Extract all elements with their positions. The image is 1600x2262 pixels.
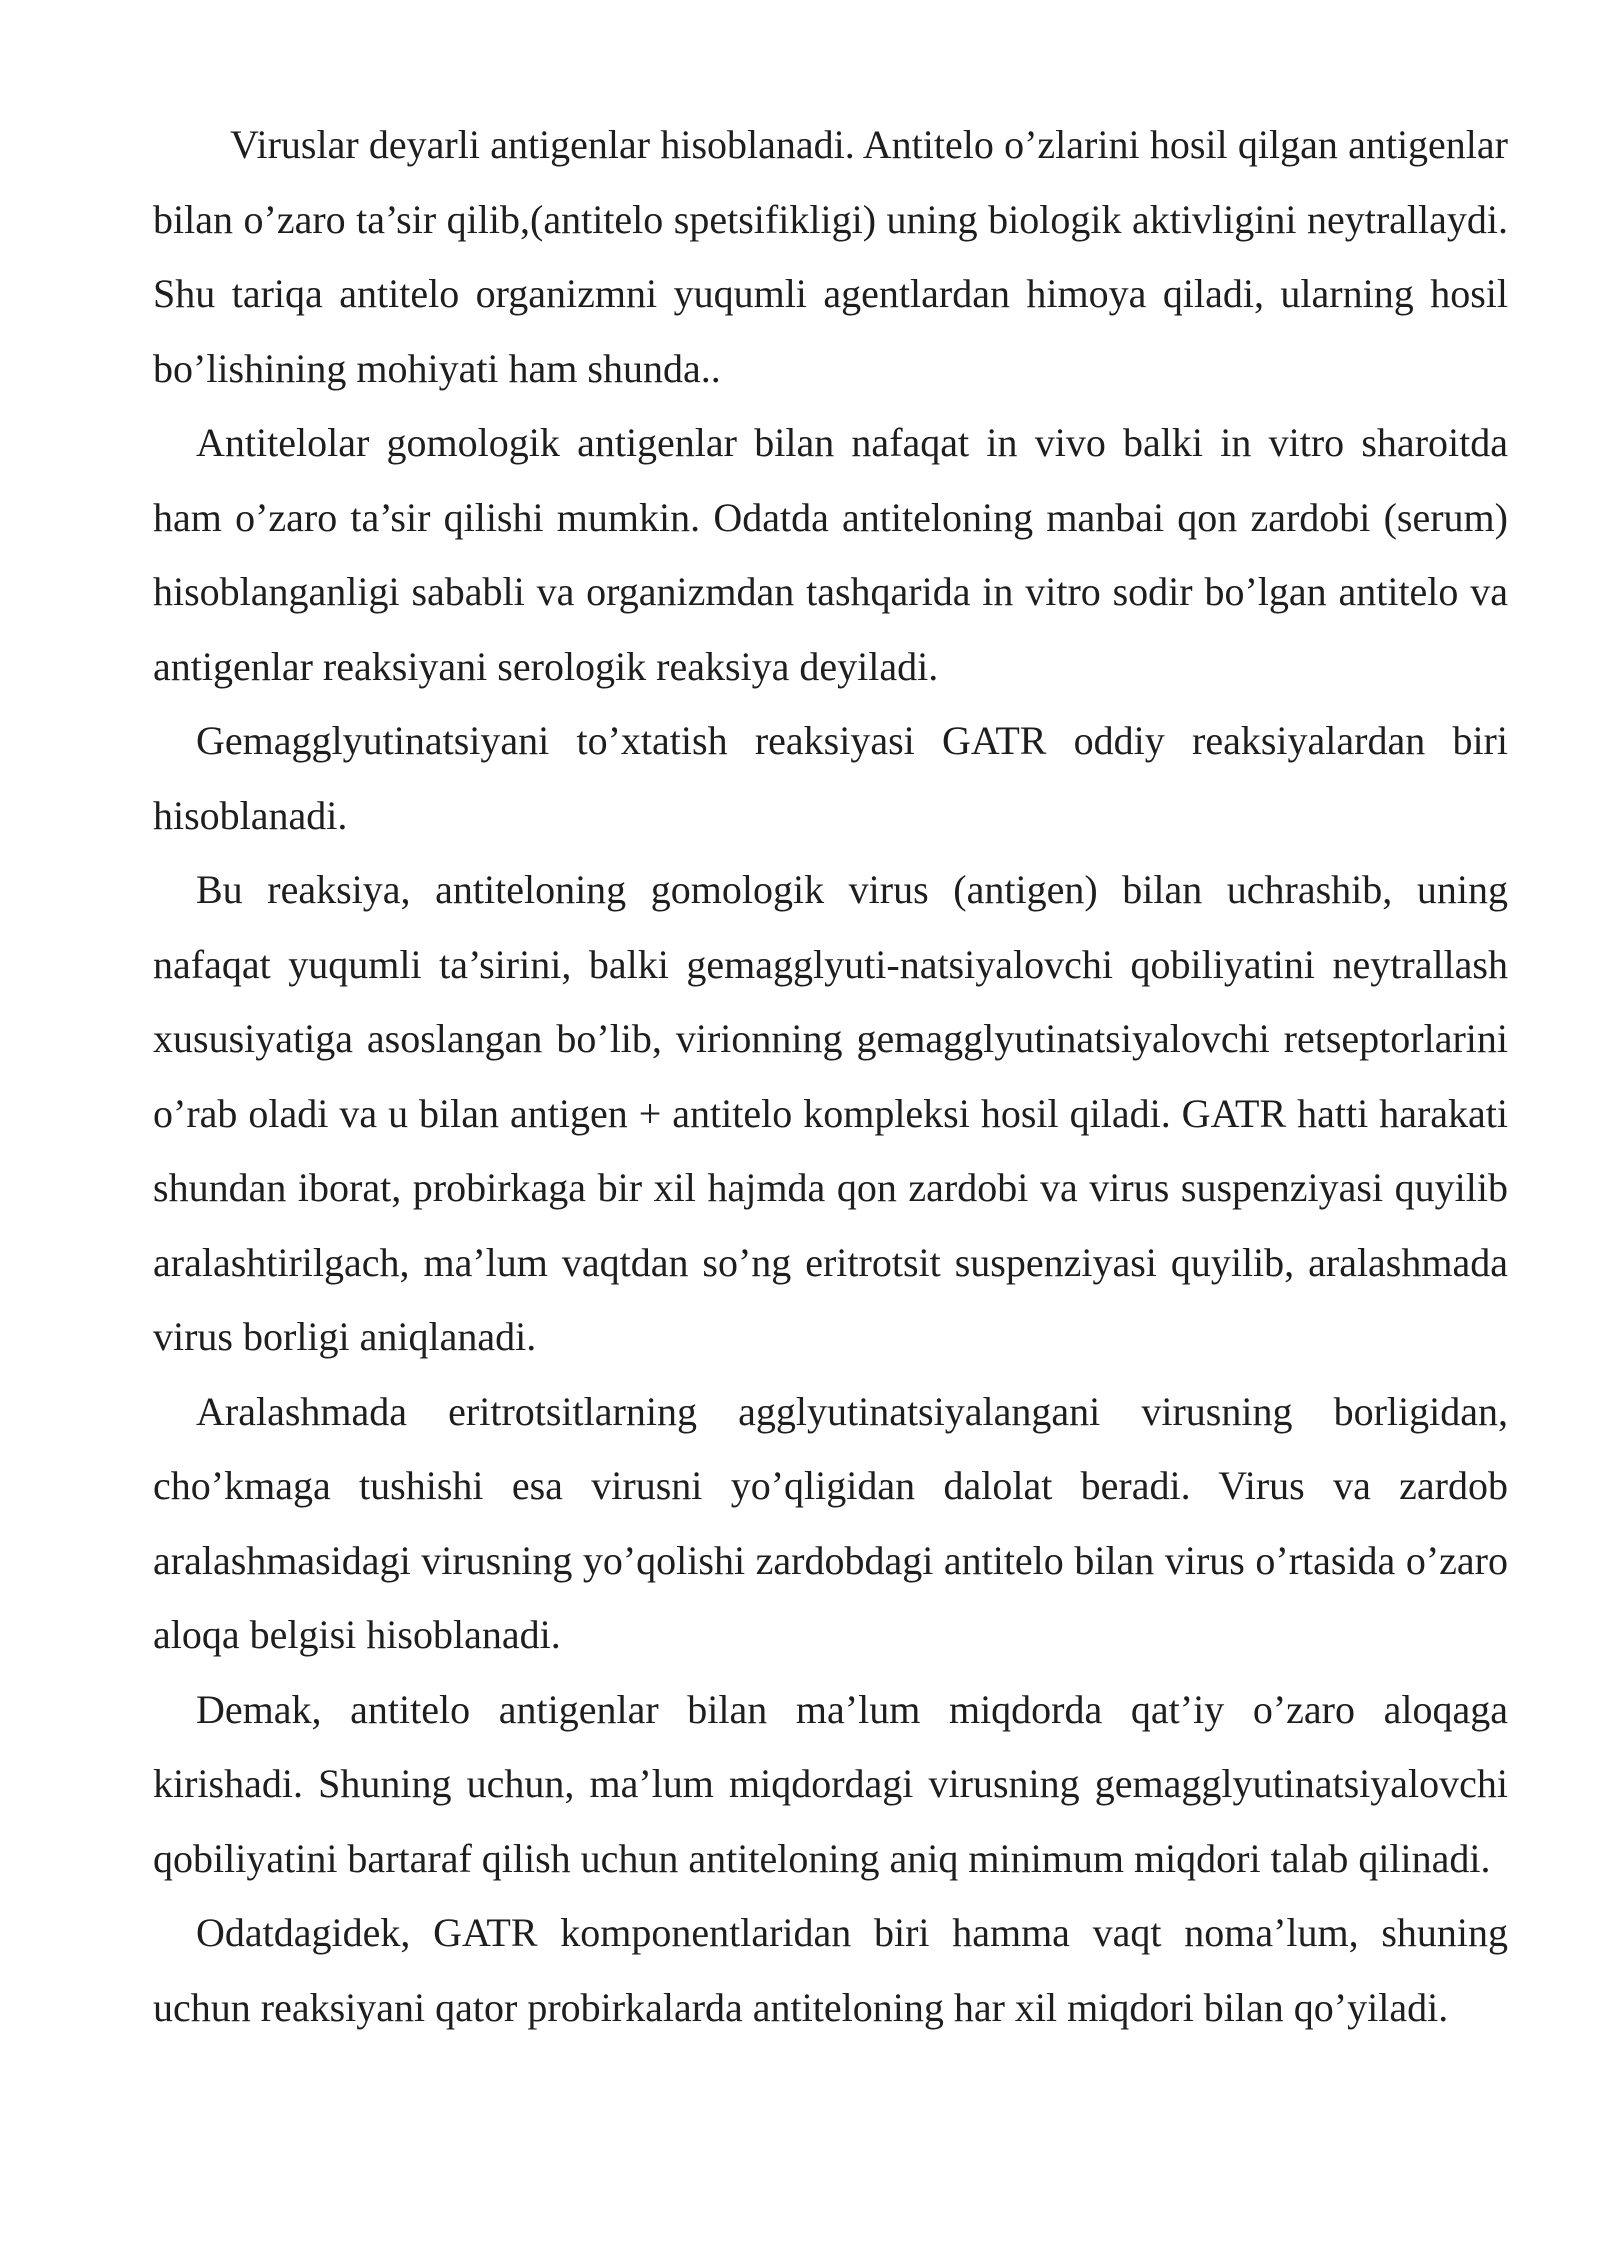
paragraph-1: Viruslar deyarli antigenlar hisoblanadi. Antitelo o’zlarini hosil qilgan antigenlar bilan o’zaro ta’sir qilib,(antitelo spetsifikligi) uning biologik aktivligini neytrallaydi. Shu tariqa antitelo organizmni yuqumli agentlardan himoya qiladi, ularning hosil bo’lishining mohiyati ham shunda.. [153,122,1508,391]
paragraph-6: Demak, antitelo antigenlar bilan ma’lum miqdorda qat’iy o’zaro aloqaga kirishadi. Shuning uchun, ma’lum miqdordagi virusning gemagglyutinatsiyalovchi qobiliyatini bartaraf qilish uchun antiteloning aniq minimum miqdori talab qilinadi. [153,1686,1508,1881]
paragraph-3: Gemagglyutinatsiyani to’xtatish reaksiyasi GATR oddiy reaksiyalardan biri hisoblanadi. [153,718,1508,838]
paragraph-5: Aralashmada eritrotsitlarning agglyutinatsiyalangani virusning borligidan, cho’kmaga tushishi esa virusni yo’qligidan dalolat beradi. Virus va zardob aralashmasidagi virusning yo’qolishi zardobdagi antitelo bilan virus o’rtasida o’zaro aloqa belgisi hisoblanadi. [153,1388,1508,1657]
paragraph-4: Bu reaksiya, antiteloning gomologik virus (antigen) bilan uchrashib, uning nafaqat yuqumli ta’sirini, balki gemagglyuti-natsiyalovchi qobiliyatini neytrallash xususiyatiga asoslangan bo’lib, virionning gemagglyutinatsiyalovchi retseptorlarini o’rab oladi va u bilan antigen + antitelo kompleksi hosil qiladi. GATR hatti harakati shundan iborat, probirkaga bir xil hajmda qon zardobi va virus suspenziyasi quyilib aralashtirilgach, ma’lum vaqtdan so’ng eritrotsit suspenziyasi quyilib, aralashmada virus borligi aniqlanadi. [153,867,1508,1359]
document-page [153,108,1508,2045]
paragraph-7: Odatdagidek, GATR komponentlaridan biri hamma vaqt noma’lum, shuning uchun reaksiyani qator probirkalarda antiteloning har xil miqdori bilan qo’yiladi. [153,1910,1508,2030]
paragraph-2: Antitelolar gomologik antigenlar bilan nafaqat in vivo balki in vitro sharoitda ham o’zaro ta’sir qilishi mumkin. Odatda antiteloning manbai qon zardobi (serum) hisoblanganligi sababli va organizmdan tashqarida in vitro sodir bo’lgan antitelo va antigenlar reaksiyani serologik reaksiya deyiladi. [153,420,1508,689]
